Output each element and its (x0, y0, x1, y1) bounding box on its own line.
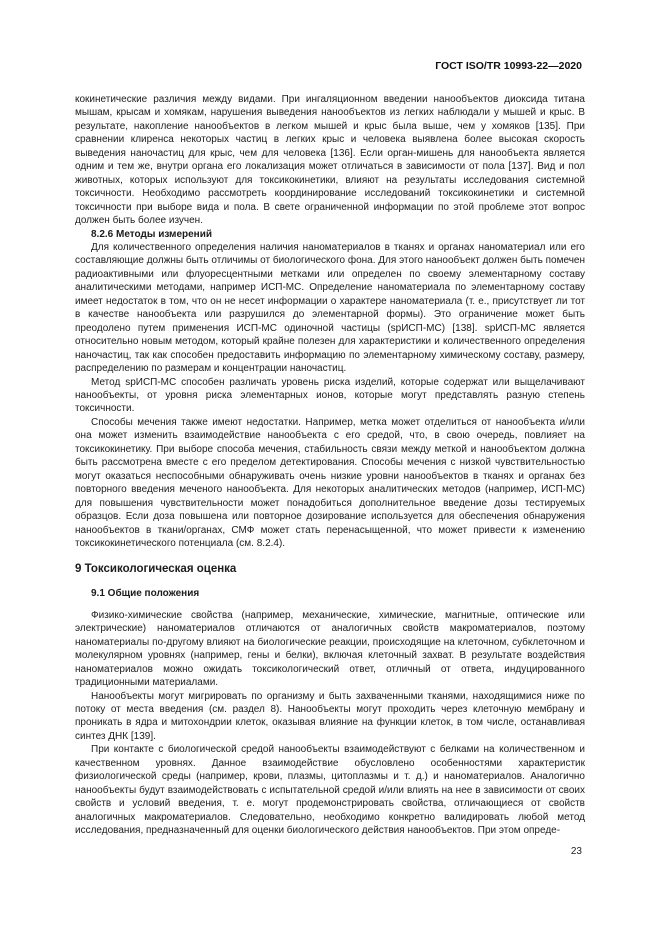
document-body (75, 93, 585, 838)
document-id-header: ГОСТ ISO/TR 10993-22—2020 (435, 60, 582, 72)
paragraph-physicochemical: Физико-химические свойства (например, механические, химические, магнитные, оптические или электрические) наноматериалов отличаются от аналогичных свойств макроматериалов, поэтому наноматериалы по-другому влияют на биологические реакции, происходящие на клеточном, субклеточном и молекулярном уровнях (например, гены и белки), включая клеточный захват. В результате воздействия наноматериалов можно ожидать токсикологический ответ, отличный от ответа, индуцированного традиционными материалами. (75, 609, 585, 689)
paragraph-quantification: Для количественного определения наличия наноматериалов в тканях и органах наноматериал или его составляющие должны быть отличимы от биологического фона. Для этого нанообъект должен быть помечен радиоактивными или флуоресцентными метками или определен по своему элементарному составу аналитическими методами, например ИСП-МС. Определение наноматериала по элементарному составу имеет недостаток в том, что он не несет информации о характере наноматериала (т. е., присутствует ли тот в качестве нанообъекта или разрушился до элементарной формы). Это ограничение может быть преодолено путем применения ИСП-МС одиночной частицы (spИСП-МС) [138]. spИСП-МС является относительно новым методом, который крайне полезен для характеристики и количественного определения наночастиц, так как способен предоставить информацию по элементарному химическому составу, размеру, распределению по размерам и концентрации наночастиц. (75, 241, 585, 375)
paragraph-migration: Нанообъекты могут мигрировать по организму и быть захваченными тканями, находящимися ниже по потоку от места введения (см. раздел 8). Нанообъекты могут проходить через клеточную мембрану и проникать в ядра и митохондрии клеток, оказывая влияние на функции клеток, в том числе, останавливая синтез ДНК [139]. (75, 690, 585, 742)
paragraph-toxicokinetic-species: кокинетические различия между видами. При ингаляционном введении нанообъектов диоксида титана мышам, крысам и хомякам, нарушения выведения нанообъектов из легких наблюдали у мышей и крыс. В результате, накопление нанообъектов в легком мышей и крыс была выше, чем у хомяков [135]. При сравнении клиренса некоторых частиц в легких крыс и человека выявлена более высокая скорость выведения наночастиц для крыс, чем для человека [136]. Если орган-мишень для нанообъекта является одним и тем же, внутри органа его локализация может отличаться в зависимости от пола [137]. Вид и пол животных, которых используют для токсикокинетики, влияют на результаты исследования системной токсичности. Необходимо рассмотреть координирование исследований токсикокинетики и системной токсичности при выборе вида и пола. В свете ограниченной информации по этой проблеме этот вопрос должен быть более изучен. (75, 94, 585, 227)
page-number: 23 (570, 846, 582, 857)
heading-9-1: 9.1 Общие положения (91, 588, 200, 600)
paragraph-protein-interaction: При контакте с биологической средой нанообъекты взаимодействуют с белками на количественном и качественном уровнях. Данное взаимодействие обусловлено особенностями характеристик физиологической среды (например, крови, плазмы, цитоплазмы и т. д.) и наноматериалов. Аналогично нанообъекты будут взаимодействовать с испытательной средой и/или влиять на нее в зависимости от своих свойств и условий введения, т. е. могут продемонстрировать свойства, отличающиеся от свойств аналогичных макроматериалов. Следовательно, необходимо конкретно валидировать любой метод исследования, предназначенный для оценки биологического действия нанообъектов. При этом опреде- (75, 744, 585, 837)
heading-8-2-6: 8.2.6 Методы измерений (91, 228, 213, 240)
paragraph-spicpms: Метод spИСП-МС способен различать уровень риска изделий, которые содержат или выщелачивают нанообъекты, от уровня риска элементарных ионов, которые могут представлять разную степень токсичности. (75, 376, 585, 415)
heading-section-9: 9 Токсикологическая оценка (75, 563, 237, 576)
paragraph-labeling: Способы мечения также имеют недостатки. Например, метка может отделиться от нанообъекта и/или она может изменить взаимодействие нанообъекта с его средой, что, в свою очередь, повлияет на токсикокинетику. При выборе способа мечения, стабильность связи между меткой и нанообъектом должна быть рассмотрена вместе с его пределом детектирования. Способы мечения с низкой чувствительностью могут оказаться неспособными обнаруживать очень низкие уровни нанообъектов в тканях и органах без повторного введения меченого нанообъекта. Для некоторых аналитических методов (например, ИСП-МС) для повышения чувствительности может понадобиться дополнительное введение дозы тестируемых образцов. Если доза повышена или повторное дозирование используется для обеспечения обнаружения нанообъектов в ткани/органах, СМФ может стать перенасыщенной, что может привести к изменению токсикокинетического потенциала (см. 8.2.4). (75, 416, 585, 549)
